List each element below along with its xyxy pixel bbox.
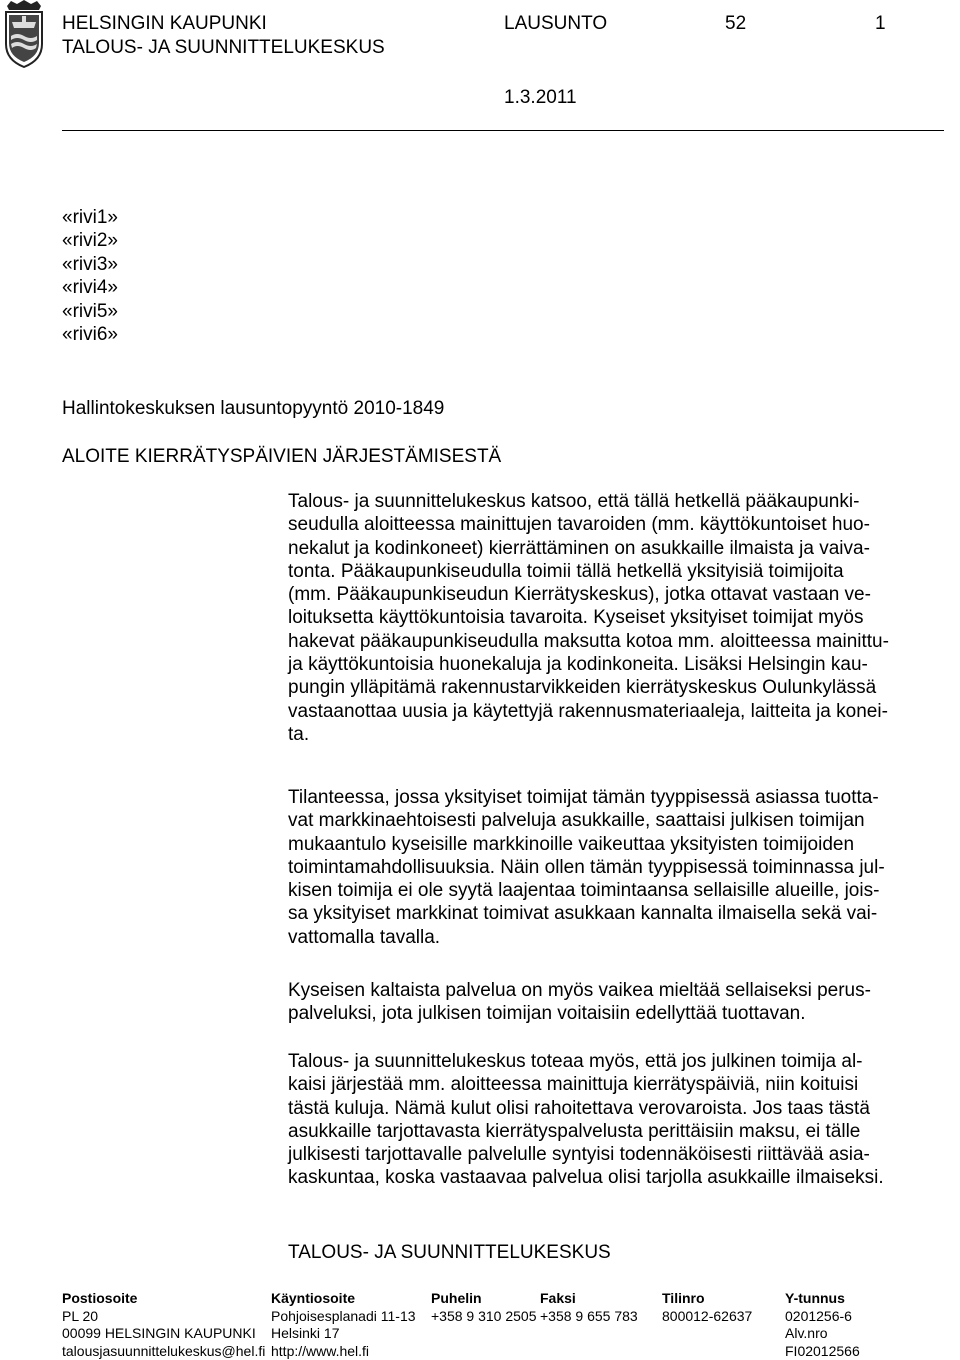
footer-value: Alv.nro [785,1325,860,1343]
address-line: «rivi4» [62,276,118,299]
footer-business-id [785,1290,860,1360]
footer-value: 800012-62637 [662,1308,752,1326]
footer-postal-address [62,1290,265,1360]
signature: TALOUS- JA SUUNNITTELUKESKUS [288,1242,611,1264]
footer-value: Helsinki 17 [271,1325,416,1343]
text-line: ja käyttökuntoisia huonekaluja ja kodinkoneita. Lisäksi Helsingin kau- [288,653,944,676]
recipient-address [62,206,118,346]
text-line: palveluksi, jota julkisen toimijan voitaisiin edellyttää tuottavan. [288,1002,944,1025]
reference-line: Hallintokeskuksen lausuntopyyntö 2010-1849 [62,398,444,420]
text-line: Kyseisen kaltaista palvelua on myös vaikea mieltää sellaiseksi perus- [288,979,944,1002]
text-line: Talous- ja suunnittelukeskus toteaa myös, että jos julkinen toimija al- [288,1050,944,1073]
footer-label: Käyntiosoite [271,1290,416,1308]
footer-value: 0201256-6 [785,1308,860,1326]
address-line: «rivi6» [62,323,118,346]
text-line: julkisesti tarjottavalle palvelulle syntyisi todennäköisesti riittävää asia- [288,1143,944,1166]
address-line: «rivi5» [62,300,118,323]
page-number: 1 [875,13,886,35]
paragraph-3 [288,979,944,1026]
footer-fax [540,1290,638,1325]
paragraph-1 [288,490,944,746]
text-line: seudulla aloitteessa mainittujen tavaroiden (mm. käyttökuntoiset huo- [288,513,944,536]
text-line: (mm. Pääkaupunkiseudun Kierrätyskeskus), jotka ottavat vastaan ve- [288,583,944,606]
footer-value: PL 20 [62,1308,265,1326]
footer-value: 00099 HELSINGIN KAUPUNKI [62,1325,265,1343]
text-line: vastaanottaa uusia ja käytettyjä rakennusmateriaaleja, laitteita ja konei- [288,700,944,723]
text-line: loituksetta käyttökuntoisia tavaroita. Kyseiset yksityiset toimijat myös [288,606,944,629]
text-line: mukaantulo kyseisille markkinoille vaikeuttaa yksityisten toimijoiden [288,833,944,856]
doc-type: LAUSUNTO [504,13,607,35]
text-line: kaisi järjestää mm. aloitteessa mainittuja kierrätyspäiviä, niin koituisi [288,1073,944,1096]
subject-heading: ALOITE KIERRÄTYSPÄIVIEN JÄRJESTÄMISESTÄ [62,446,501,468]
text-line: kisen toimija ei ole syytä laajentaa toimintaansa sellaisille alueille, jois- [288,879,944,902]
text-line: kaskuntaa, koska vastaavaa palvelua olisi tarjolla asukkaille ilmaiseksi. [288,1166,944,1189]
text-line: ta. [288,723,944,746]
header-divider [62,130,944,131]
text-line: vattomalla tavalla. [288,926,944,949]
doc-number: 52 [725,13,746,35]
paragraph-2 [288,786,944,949]
footer-value: +358 9 310 2505 [431,1308,537,1326]
text-line: tonta. Pääkaupunkiseudulla toimii tällä hetkellä yksityisiä toimijoita [288,560,944,583]
footer-label: Faksi [540,1290,638,1308]
footer-website: http://www.hel.fi [271,1343,416,1360]
text-line: hakevat pääkaupunkiseudulla maksutta kotoa mm. aloitteessa mainittu- [288,630,944,653]
paragraph-4 [288,1050,944,1190]
footer-email: talousjasuunnittelukeskus@hel.fi [62,1343,265,1360]
helsinki-crest-logo [3,0,45,68]
footer-account-number [662,1290,752,1325]
org-name: HELSINGIN KAUPUNKI [62,13,267,35]
text-line: asukkaille tarjottavasta kierrätyspalvelusta perittäisiin maksu, ei tälle [288,1120,944,1143]
address-line: «rivi2» [62,229,118,252]
text-line: sa yksityiset markkinat toimivat asukkaan kannalta ilmaisella sekä vai- [288,902,944,925]
text-line: Talous- ja suunnittelukeskus katsoo, että tällä hetkellä pääkaupunki- [288,490,944,513]
address-line: «rivi1» [62,206,118,229]
footer-visiting-address [271,1290,416,1360]
org-unit: TALOUS- JA SUUNNITTELUKESKUS [62,37,385,59]
footer-label: Y-tunnus [785,1290,860,1308]
address-line: «rivi3» [62,253,118,276]
text-line: vat markkinaehtoisesti palveluja asukkaille, saattaisi julkisen toimijan [288,809,944,832]
text-line: toimintamahdollisuuksia. Näin ollen tämän tyyppisessä toiminnassa jul- [288,856,944,879]
text-line: Tilanteessa, jossa yksityiset toimijat tämän tyyppisessä asiassa tuotta- [288,786,944,809]
footer-label: Tilinro [662,1290,752,1308]
text-line: pungin ylläpitämä rakennustarvikkeiden kierrätyskeskus Oulunkylässä [288,676,944,699]
doc-date: 1.3.2011 [504,87,577,109]
footer-value: FI02012566 [785,1343,860,1360]
footer-label: Puhelin [431,1290,537,1308]
footer-value: Pohjoisesplanadi 11-13 [271,1308,416,1326]
text-line: nekalut ja kodinkoneet) kierrättäminen on asukkaille ilmaista ja vaiva- [288,537,944,560]
footer-value: +358 9 655 783 [540,1308,638,1326]
footer-phone [431,1290,537,1325]
text-line: tästä kuluja. Nämä kulut olisi rahoitettava verovaroista. Jos taas tästä [288,1097,944,1120]
footer-label: Postiosoite [62,1290,265,1308]
